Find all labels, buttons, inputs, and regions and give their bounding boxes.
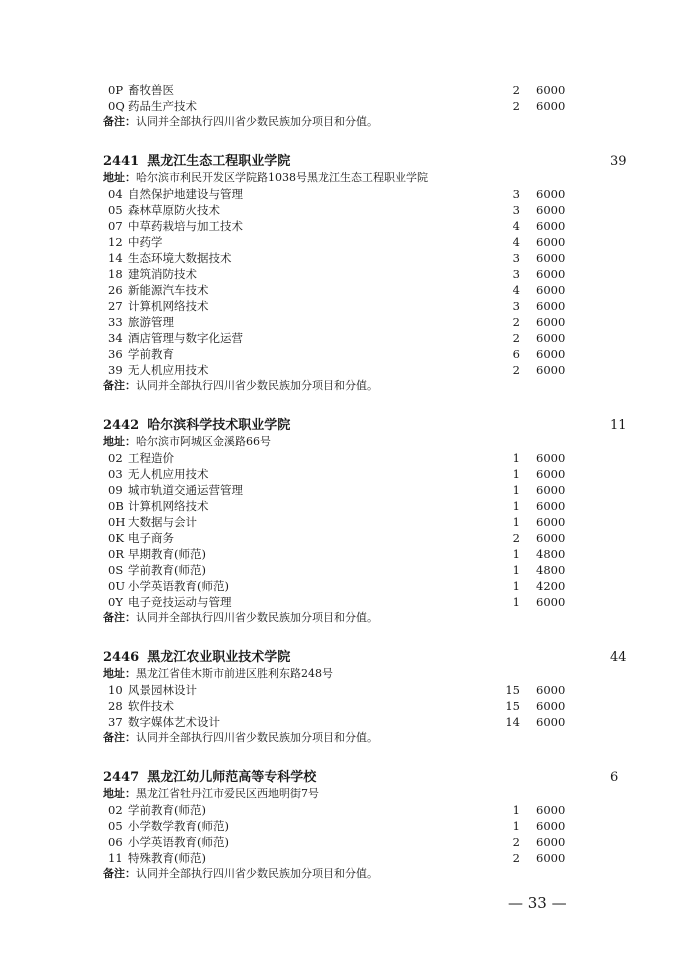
program-row xyxy=(0,802,680,818)
program-fee: 6000 xyxy=(536,699,566,713)
program-fee: 6000 xyxy=(536,715,566,729)
remark-label: 备注： xyxy=(103,731,136,744)
program-row xyxy=(0,202,680,218)
remark-note xyxy=(103,866,378,882)
address-label: 地址： xyxy=(103,435,136,448)
program-name: 城市轨道交通运营管理 xyxy=(128,483,243,497)
institution-code: 2442 xyxy=(103,418,140,433)
program-name: 中草药栽培与加工技术 xyxy=(128,219,243,233)
remark-note xyxy=(103,730,378,746)
program-row xyxy=(0,346,680,362)
program-code: 18 xyxy=(108,267,123,281)
institution-total: 6 xyxy=(610,770,619,785)
program-count: 2 xyxy=(512,851,520,865)
program-fee: 6000 xyxy=(536,531,566,545)
program-code: 05 xyxy=(108,819,123,833)
program-row xyxy=(0,282,680,298)
institution-name: 黑龙江农业职业技术学院 xyxy=(147,650,291,665)
program-row xyxy=(0,482,680,498)
program-fee: 4800 xyxy=(536,547,566,561)
program-row xyxy=(0,562,680,578)
program-count: 15 xyxy=(505,699,520,713)
remark-label: 备注： xyxy=(103,867,136,880)
program-row xyxy=(0,594,680,610)
remark-note xyxy=(103,610,378,626)
institution-total: 44 xyxy=(610,650,627,665)
program-fee: 4200 xyxy=(536,579,566,593)
program-fee: 6000 xyxy=(536,235,566,249)
address-label: 地址： xyxy=(103,787,136,800)
program-fee: 6000 xyxy=(536,483,566,497)
program-count: 4 xyxy=(512,283,520,297)
program-code: 27 xyxy=(108,299,123,313)
program-row xyxy=(0,682,680,698)
remark-label: 备注： xyxy=(103,115,136,128)
institution-header xyxy=(103,416,663,436)
remark-text: 认同并全部执行四川省少数民族加分项目和分值。 xyxy=(136,379,378,392)
program-fee: 6000 xyxy=(536,363,566,377)
program-code: 0K xyxy=(108,531,124,545)
remark-text: 认同并全部执行四川省少数民族加分项目和分值。 xyxy=(136,115,378,128)
program-count: 1 xyxy=(512,483,520,497)
program-code: 07 xyxy=(108,219,123,233)
program-code: 36 xyxy=(108,347,123,361)
program-code: 12 xyxy=(108,235,123,249)
program-fee: 6000 xyxy=(536,99,566,113)
program-code: 33 xyxy=(108,315,123,329)
program-count: 2 xyxy=(512,531,520,545)
program-name: 中药学 xyxy=(128,235,163,249)
institution-name: 哈尔滨科学技术职业学院 xyxy=(147,418,291,433)
program-fee: 6000 xyxy=(536,683,566,697)
program-code: 0R xyxy=(108,547,124,561)
program-name: 学前教育(师范) xyxy=(128,563,206,577)
program-name: 新能源汽车技术 xyxy=(128,283,209,297)
program-count: 2 xyxy=(512,99,520,113)
remark-label: 备注： xyxy=(103,611,136,624)
program-code: 28 xyxy=(108,699,123,713)
program-code: 0S xyxy=(108,563,124,577)
program-name: 工程造价 xyxy=(128,451,174,465)
program-row xyxy=(0,850,680,866)
address-label: 地址： xyxy=(103,171,136,184)
program-code: 0H xyxy=(108,515,126,529)
institution-name: 黑龙江幼儿师范高等专科学校 xyxy=(147,770,317,785)
program-name: 特殊教育(师范) xyxy=(128,851,206,865)
program-fee: 6000 xyxy=(536,499,566,513)
institution-address xyxy=(103,170,428,186)
program-row xyxy=(0,266,680,282)
institution-name: 黑龙江生态工程职业学院 xyxy=(147,154,291,169)
program-row xyxy=(0,818,680,834)
program-fee: 6000 xyxy=(536,331,566,345)
program-name: 电子竞技运动与管理 xyxy=(128,595,232,609)
program-count: 3 xyxy=(512,187,520,201)
program-row xyxy=(0,546,680,562)
program-row xyxy=(0,514,680,530)
program-name: 软件技术 xyxy=(128,699,174,713)
program-code: 0B xyxy=(108,499,124,513)
program-row xyxy=(0,698,680,714)
program-code: 14 xyxy=(108,251,123,265)
program-row xyxy=(0,714,680,730)
program-name: 早期教育(师范) xyxy=(128,547,206,561)
program-fee: 6000 xyxy=(536,467,566,481)
institution-code: 2441 xyxy=(103,154,140,169)
page-number: — 33 — xyxy=(508,894,567,912)
institution-header xyxy=(103,152,663,172)
program-row xyxy=(0,450,680,466)
remark-note xyxy=(103,378,378,394)
program-code: 0Q xyxy=(108,99,125,113)
program-row xyxy=(0,330,680,346)
program-count: 3 xyxy=(512,251,520,265)
program-code: 02 xyxy=(108,803,123,817)
program-row xyxy=(0,362,680,378)
program-fee: 6000 xyxy=(536,299,566,313)
program-count: 2 xyxy=(512,835,520,849)
program-fee: 6000 xyxy=(536,595,566,609)
program-row xyxy=(0,578,680,594)
program-code: 0U xyxy=(108,579,126,593)
program-code: 05 xyxy=(108,203,123,217)
program-name: 旅游管理 xyxy=(128,315,174,329)
program-fee: 6000 xyxy=(536,283,566,297)
program-count: 1 xyxy=(512,819,520,833)
program-count: 1 xyxy=(512,595,520,609)
program-fee: 6000 xyxy=(536,803,566,817)
program-name: 数字媒体艺术设计 xyxy=(128,715,220,729)
remark-text: 认同并全部执行四川省少数民族加分项目和分值。 xyxy=(136,867,378,880)
program-code: 04 xyxy=(108,187,123,201)
program-code: 06 xyxy=(108,835,123,849)
program-row xyxy=(0,98,680,114)
program-code: 26 xyxy=(108,283,123,297)
program-count: 4 xyxy=(512,219,520,233)
program-count: 2 xyxy=(512,331,520,345)
program-count: 2 xyxy=(512,363,520,377)
program-name: 无人机应用技术 xyxy=(128,363,209,377)
program-count: 1 xyxy=(512,579,520,593)
program-row xyxy=(0,234,680,250)
program-name: 小学数学教育(师范) xyxy=(128,819,229,833)
program-row xyxy=(0,834,680,850)
program-name: 森林草原防火技术 xyxy=(128,203,220,217)
program-fee: 6000 xyxy=(536,83,566,97)
program-count: 3 xyxy=(512,267,520,281)
program-fee: 6000 xyxy=(536,203,566,217)
program-count: 3 xyxy=(512,299,520,313)
program-count: 2 xyxy=(512,315,520,329)
institution-address xyxy=(103,666,333,682)
address-text: 黑龙江省牡丹江市爱民区西地明街7号 xyxy=(136,787,319,800)
program-row xyxy=(0,530,680,546)
program-count: 1 xyxy=(512,515,520,529)
program-name: 自然保护地建设与管理 xyxy=(128,187,243,201)
program-fee: 6000 xyxy=(536,219,566,233)
program-name: 大数据与会计 xyxy=(128,515,197,529)
program-code: 39 xyxy=(108,363,123,377)
program-name: 学前教育(师范) xyxy=(128,803,206,817)
program-fee: 6000 xyxy=(536,267,566,281)
program-name: 学前教育 xyxy=(128,347,174,361)
institution-address xyxy=(103,434,271,450)
institution-address xyxy=(103,786,319,802)
program-row xyxy=(0,466,680,482)
program-row xyxy=(0,298,680,314)
program-name: 电子商务 xyxy=(128,531,174,545)
program-name: 计算机网络技术 xyxy=(128,499,209,513)
program-fee: 6000 xyxy=(536,851,566,865)
program-name: 药品生产技术 xyxy=(128,99,197,113)
program-row xyxy=(0,218,680,234)
program-row xyxy=(0,186,680,202)
program-count: 1 xyxy=(512,499,520,513)
program-fee: 6000 xyxy=(536,819,566,833)
program-code: 37 xyxy=(108,715,123,729)
program-count: 2 xyxy=(512,83,520,97)
program-code: 10 xyxy=(108,683,123,697)
institution-header xyxy=(103,768,663,788)
institution-total: 39 xyxy=(610,154,627,169)
program-name: 风景园林设计 xyxy=(128,683,197,697)
program-count: 1 xyxy=(512,467,520,481)
address-text: 黑龙江省佳木斯市前进区胜利东路248号 xyxy=(136,667,333,680)
program-fee: 6000 xyxy=(536,451,566,465)
program-row xyxy=(0,250,680,266)
address-label: 地址： xyxy=(103,667,136,680)
address-text: 哈尔滨市利民开发区学院路1038号黑龙江生态工程职业学院 xyxy=(136,171,428,184)
program-row xyxy=(0,498,680,514)
program-code: 0Y xyxy=(108,595,123,609)
program-fee: 6000 xyxy=(536,515,566,529)
institution-code: 2446 xyxy=(103,650,140,665)
program-name: 畜牧兽医 xyxy=(128,83,174,97)
program-count: 14 xyxy=(505,715,520,729)
program-count: 4 xyxy=(512,235,520,249)
program-name: 酒店管理与数字化运营 xyxy=(128,331,243,345)
program-name: 计算机网络技术 xyxy=(128,299,209,313)
program-code: 34 xyxy=(108,331,123,345)
program-fee: 6000 xyxy=(536,251,566,265)
remark-text: 认同并全部执行四川省少数民族加分项目和分值。 xyxy=(136,611,378,624)
program-fee: 6000 xyxy=(536,315,566,329)
program-name: 生态环境大数据技术 xyxy=(128,251,232,265)
program-count: 1 xyxy=(512,803,520,817)
program-count: 1 xyxy=(512,563,520,577)
program-row xyxy=(0,82,680,98)
program-name: 无人机应用技术 xyxy=(128,467,209,481)
program-name: 小学英语教育(师范) xyxy=(128,579,229,593)
institution-header xyxy=(103,648,663,668)
program-code: 03 xyxy=(108,467,123,481)
program-count: 3 xyxy=(512,203,520,217)
program-row xyxy=(0,314,680,330)
program-fee: 6000 xyxy=(536,835,566,849)
program-code: 11 xyxy=(108,851,123,865)
program-fee: 4800 xyxy=(536,563,566,577)
program-fee: 6000 xyxy=(536,187,566,201)
program-code: 09 xyxy=(108,483,123,497)
remark-label: 备注： xyxy=(103,379,136,392)
program-count: 1 xyxy=(512,547,520,561)
program-count: 1 xyxy=(512,451,520,465)
program-code: 0P xyxy=(108,83,124,97)
program-name: 建筑消防技术 xyxy=(128,267,197,281)
program-count: 6 xyxy=(512,347,520,361)
program-name: 小学英语教育(师范) xyxy=(128,835,229,849)
program-fee: 6000 xyxy=(536,347,566,361)
address-text: 哈尔滨市阿城区金溪路66号 xyxy=(136,435,271,448)
institution-code: 2447 xyxy=(103,770,140,785)
remark-text: 认同并全部执行四川省少数民族加分项目和分值。 xyxy=(136,731,378,744)
institution-total: 11 xyxy=(610,418,627,433)
program-code: 02 xyxy=(108,451,123,465)
remark-note xyxy=(103,114,378,130)
program-count: 15 xyxy=(505,683,520,697)
